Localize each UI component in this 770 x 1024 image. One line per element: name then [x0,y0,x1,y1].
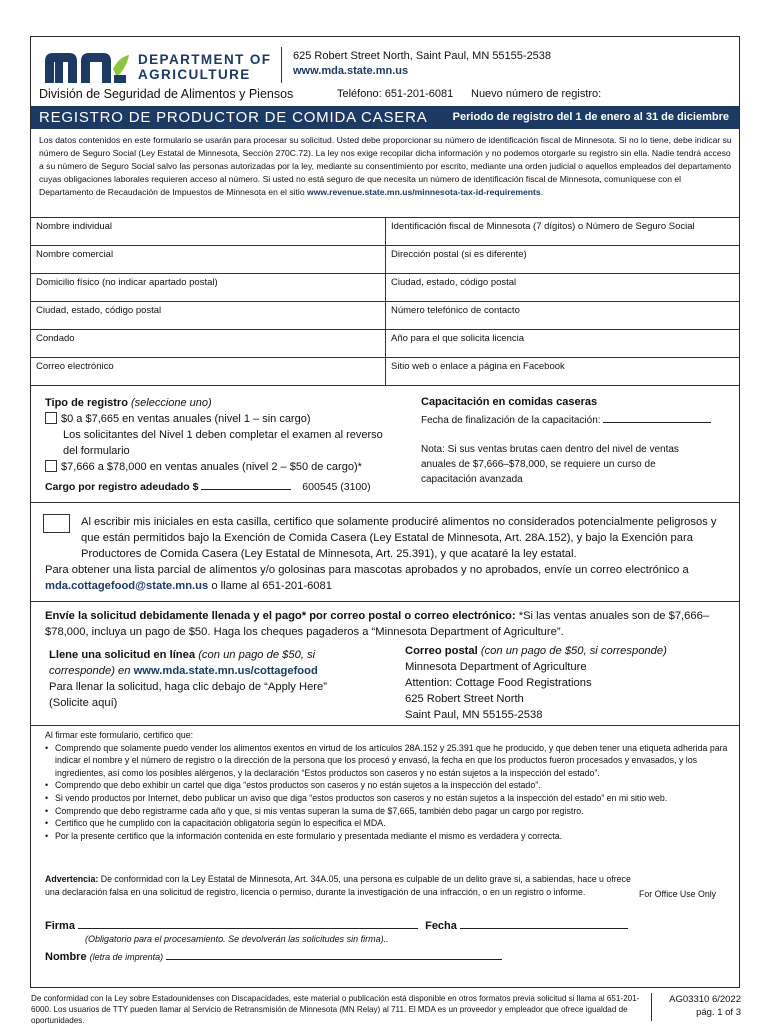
ada-notice: De conformidad con la Ley sobre Estadounidenses con Discapacidades, este material o publicación está disponible en otros formatos previa solicitud si llama al 651-201-6000. Los usuarios de TTY pueden llamar al Servicio de Retransmisión de Minnesota (MN Relay) al 711. El MDA es un proveedor y empleador que ofrece igualdad de oportunidades. [31,994,640,1024]
field-mailing-address[interactable] [385,246,739,273]
food-list-label: Para obtener una lista parcial de alimentos y/o golosinas para mascotas aprobados y no aprobados, envíe un correo electrónico a [45,564,689,576]
field-label: Ciudad, estado, código postal [391,277,517,288]
statement-item: • Comprendo que debo registrarme cada año y que, si mis ventas superan la suma de $7,665, también debo pagar un cargo por registro. [45,805,735,818]
field-business-name[interactable] [31,246,385,273]
field-row [31,218,739,246]
field-row [31,302,739,330]
applicant-fields [31,217,739,386]
title-bar [31,106,739,129]
tier1-label: $0 a $7,665 en ventas anuales (nivel 1 – sin cargo) [61,413,311,425]
mn-logo-icon [43,49,131,85]
submission-instructions [45,608,735,640]
form-code: AG03310 6/2022 [669,994,741,1005]
statement-item: • Certifico que he cumplido con la capacitación obligatoria según lo especifica el MDA. [45,817,735,830]
phone-number: Teléfono: 651-201-6081 [337,88,454,100]
form-title: REGISTRO DE PRODUCTOR DE COMIDA CASERA [39,109,428,126]
registration-type [45,395,390,495]
field-row [31,274,739,302]
online-option [49,647,369,711]
field-label: Correo electrónico [36,361,114,372]
online-note: (con un pago de $50, si corresponde) en [49,649,316,677]
statement-item: • Comprendo que solamente puedo vender los alimentos exentos en virtud de los artículos 28A.152 y 25.391 que he producido, y que deben tener una etiqueta adherida para indicar el nombre y el número de registro o la dirección de la persona que los procesó y envasó, la fecha en que los productos fueron procesados y envasados, y los ingredientes, así como los posibles alérgenos, y la declaración “Estos productos son caseros y no están sujetos a la inspección del estado”. [45,742,735,780]
statement-item: • Por la presente certifico que la información contenida en este formulario y presentada mediante el mismo es verdadera y correcta. [45,830,735,843]
certification-section [31,504,739,602]
form-page [30,36,741,1024]
field-label: Identificación fiscal de Minnesota (7 dígitos) o Número de Seguro Social [391,221,695,232]
footer-divider [651,993,652,1021]
field-label: Dirección postal (si es diferente) [391,249,527,260]
revenue-link[interactable]: www.revenue.state.mn.us/minnesota-tax-id-requirements [307,187,541,197]
field-label: Domicilio físico (no indicar apartado postal) [36,277,218,288]
firma-label: Firma [45,920,75,932]
intro-text: Los datos contenidos en este formulario se usarán para procesar su solicitud. Usted debe proporcionar su número de identificación fiscal de Minnesota. Si no lo tiene, debe indicar su número de Seguro Social (Ley Estatal de Minnesota, Sección 270C.72). La ley nos exige recopilar dicha información y no podemos otorgarle su registro sin ella. Nadie tendrá acceso a su número de Seguro Social salvo las personas autorizadas por la ley, mediante su consentimiento por escrito, mediante una orden judicial o aquellos empleados del departamento cuyas obligaciones laborales requieren acceso al número. Si usted no está seguro de que necesita un número de identificación fiscal de Minnesota, comuníquese con el Departamento de Recaudación de Impuestos de Minnesota en el sitio [39,135,732,197]
field-label: Nombre individual [36,221,113,232]
field-label: Ciudad, estado, código postal [36,305,162,316]
field-label: Año para el que solicita licencia [391,333,525,344]
printed-name-field[interactable] [166,950,502,960]
tier2-checkbox[interactable] [45,460,57,472]
division-name: División de Seguridad de Alimentos y Piensos [39,87,294,101]
mail-heading: Correo postal [405,645,478,657]
statements-intro: Al firmar este formulario, certifico que: [45,730,194,740]
field-mailing-city[interactable] [385,274,739,301]
footer [31,989,741,1023]
food-list-text [45,562,733,594]
training-section [421,395,731,487]
cottagefood-email-link[interactable]: mda.cottagefood@state.mn.us [45,580,209,592]
statements-section [45,729,735,842]
training-date-field[interactable] [603,413,711,423]
warning-label: Advertencia: [45,874,99,884]
field-row [31,330,739,358]
division-row [39,87,733,101]
statement-item: • Si vendo productos por Internet, debo publicar un aviso que diga “estos productos son caseros y no están sujetos a la inspección del estado” en mi sitio web. [45,792,735,805]
cottagefood-url-link[interactable]: www.mda.state.mn.us/cottagefood [133,665,318,677]
mail-line: Minnesota Department of Agriculture [405,661,587,673]
training-date-label: Fecha de finalización de la capacitación: [421,415,601,426]
mail-line: Saint Paul, MN 55155-2538 [405,709,543,721]
fecha-label: Fecha [425,920,457,932]
submission-heading: Envíe la solicitud debidamente llenada y el pago* por correo postal o correo electrónico: [45,610,516,622]
online-text: Para llenar la solicitud, haga clic debajo de “Apply Here” (Solicite aquí) [49,681,327,709]
header-divider [281,47,282,83]
field-label: Sitio web o enlace a página en Facebook [391,361,565,372]
date-field[interactable] [460,919,628,929]
signature-note: (Obligatorio para el procesamiento. Se devolverán las solicitudes sin firma).. [85,934,389,944]
signature-field[interactable] [78,919,418,929]
certification-text: Al escribir mis iniciales en esta casilla, certifico que solamente produciré alimentos no considerados potencialmente peligrosos y que están permitidos bajo la Exención de Comida Casera (Ley Estatal de Minnesota, Art. 28A.152), y bajo la Exención para Productores de Comida Casera (Ley Estatal de Minnesota, Art. 25.391), y que acataré la ley estatal. [81,516,717,560]
intro-end: . [540,187,544,197]
warning-text [45,873,635,898]
registration-period: Periodo de registro del 1 de enero al 31 de diciembre [452,111,729,123]
website-link[interactable]: www.mda.state.mn.us [293,65,409,77]
field-email[interactable] [31,358,385,385]
field-website[interactable] [385,358,739,385]
training-note: Nota: Si sus ventas brutas caen dentro del nivel de ventas anuales de $7,666–$78,000, se requiere un curso de capacitación avanzada [421,444,679,485]
submission-text: *Si las ventas anuales son de $7,666–$78,000, incluya un pago de $50. Haga los cheques pagaderos a “Minnesota Department of Agriculture”. [45,610,710,638]
dept-line1: DEPARTMENT OF [138,52,272,67]
field-label: Condado [36,333,75,344]
tier1-checkbox[interactable] [45,412,57,424]
field-tax-id[interactable] [385,218,739,245]
new-number-label: Nuevo número de registro: [471,88,602,100]
statement-item: • Comprendo que debo exhibir un cartel que diga “estos productos son caseros y no están sujetos a la inspección del estado”. [45,779,735,792]
nombre-label: Nombre [45,951,87,963]
header-address [293,49,551,79]
call-number: o llame al 651-201-6081 [211,580,332,592]
page-number: pág. 1 of 3 [696,1007,741,1018]
field-label: Nombre comercial [36,249,114,260]
mail-line: 625 Robert Street North [405,693,524,705]
mail-note: (con un pago de $50, si corresponde) [480,645,667,657]
tier1-note: Los solicitantes del Nivel 1 deben completar el examen al reverso del formulario [63,429,383,457]
form-code-block [659,993,741,1019]
signature-section [45,919,735,963]
mda-logo [43,46,271,88]
field-row [31,246,739,274]
nombre-note: (letra de imprenta) [89,952,164,962]
mail-line: Attention: Cottage Food Registrations [405,677,592,689]
field-county[interactable] [31,330,385,357]
registration-type-note: (seleccione uno) [130,397,212,409]
field-physical-city[interactable] [31,302,385,329]
mail-option [405,643,725,723]
fee-label: Cargo por registro adeudado $ [45,481,199,493]
registration-type-heading: Tipo de registro [45,397,128,409]
field-contact-phone[interactable] [385,302,739,329]
tier2-label: $7,666 a $78,000 en ventas anuales (nivel 2 – $50 de cargo)* [61,461,362,473]
street-address: 625 Robert Street North, Saint Paul, MN 55155-2538 [293,50,552,62]
office-use-label: For Office Use Only [639,889,717,899]
field-label: Número telefónico de contacto [391,305,520,316]
online-heading: Llene una solicitud en línea [49,649,196,661]
fee-amount-field[interactable] [201,480,291,490]
initials-box[interactable] [43,514,70,533]
field-physical-address[interactable] [31,274,385,301]
dept-line2: AGRICULTURE [138,67,251,82]
intro-paragraph [39,134,733,199]
statements-list [45,742,735,843]
training-heading: Capacitación en comidas caseras [421,396,598,408]
registration-type-section [31,385,739,503]
field-row [31,358,739,386]
fee-code: 600545 (3100) [302,481,371,493]
field-license-year[interactable] [385,330,739,357]
warning-body: De conformidad con la Ley Estatal de Minnesota, Art. 34A.05, una persona es culpable de un delito grave si, a sabiendas, hace u ofrece una declaración falsa en una solicitud de registro, licencia o permiso, durante la investigación de una infracción, o en un registro o informe. [45,874,631,897]
field-individual-name[interactable] [31,218,385,245]
dept-name [138,52,271,82]
submission-section [31,603,739,726]
